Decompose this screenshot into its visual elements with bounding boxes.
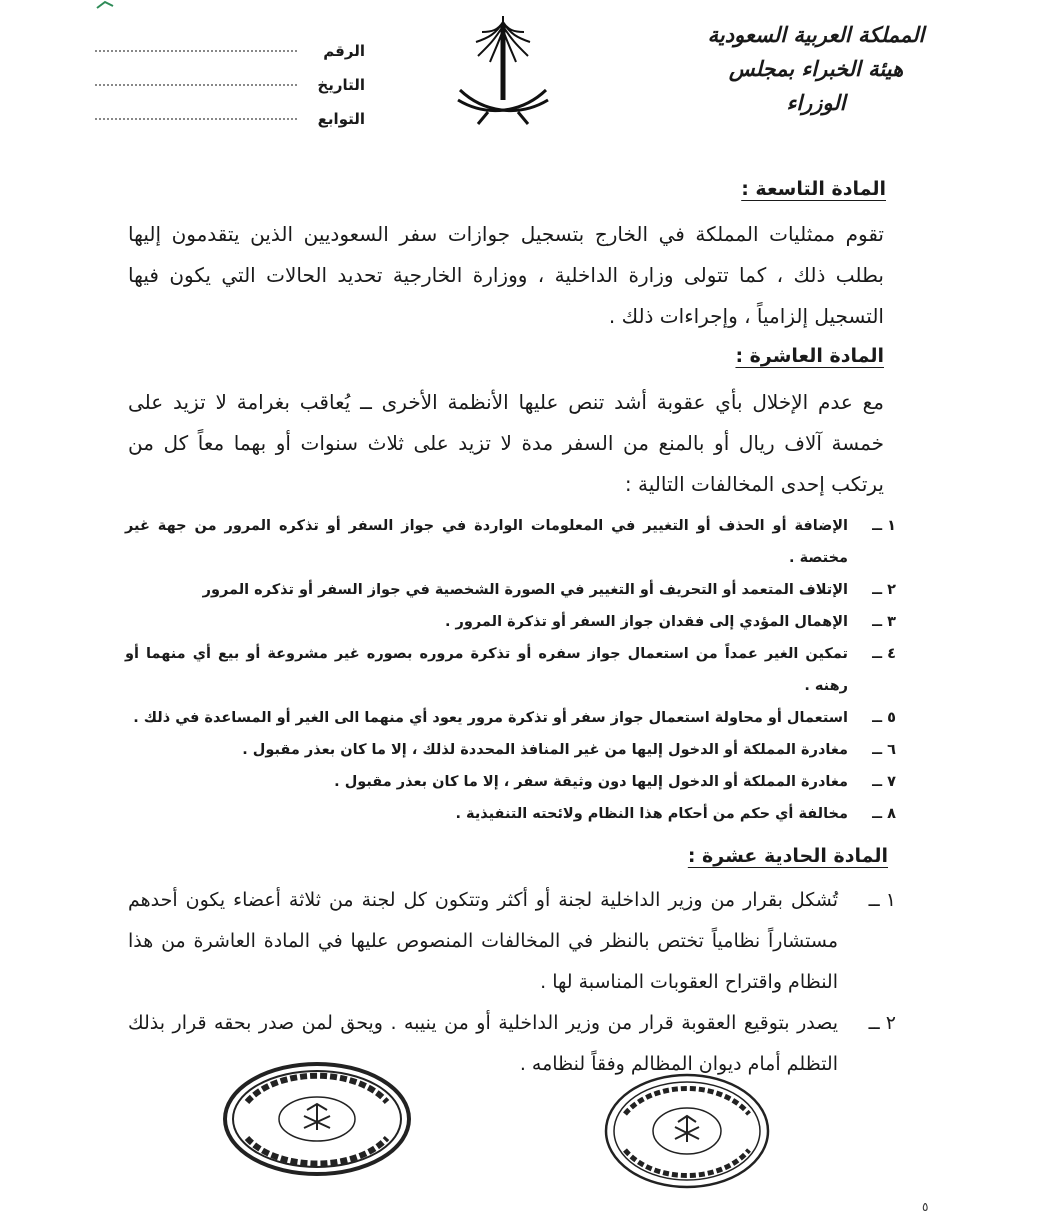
item-number: ٢ ــ xyxy=(872,582,896,598)
item-number: ٨ ــ xyxy=(872,806,896,822)
article-10-heading-wrap xyxy=(584,345,884,367)
item-text: مخالفة أي حكم من أحكام هذا النظام ولائحته التنفيذية . xyxy=(455,806,848,822)
item-number: ٣ ــ xyxy=(872,614,896,630)
item-text: استعمال أو محاولة استعمال جواز سفر أو تذكرة مرور يعود أي منهما الى الغير أو المساعدة في ذلك . xyxy=(133,710,848,726)
date-field xyxy=(95,60,365,94)
seal-experts-commission xyxy=(222,1062,412,1177)
item-text: الإهمال المؤدي إلى فقدان جواز السفر أو تذكرة المرور . xyxy=(444,614,848,630)
item-text: الإضافة أو الحذف أو التغيير في المعلومات الواردة في جواز السفر أو تذكره المرور من جهة غير مختصة . xyxy=(125,518,848,566)
list-item xyxy=(125,798,896,830)
item-number: ٦ ــ xyxy=(872,742,896,758)
item-text: تمكين الغير عمداً من استعمال جواز سفره أو تذكرة مروره بصوره غير مشروعة أو بيع أي منهما أو رهنه . xyxy=(125,646,848,694)
date-label: التاريخ xyxy=(317,76,365,94)
list-item xyxy=(125,606,896,638)
reference-fields xyxy=(95,26,365,128)
article-9-heading: المادة التاسعة : xyxy=(741,178,886,200)
article-11-heading: المادة الحادية عشرة : xyxy=(687,845,888,867)
article-11-items xyxy=(128,880,896,1085)
list-item xyxy=(128,880,896,1003)
palm-swords-emblem-icon xyxy=(448,12,558,130)
org-line-2: هيئة الخبراء بمجلس الوزراء xyxy=(728,56,904,115)
ref-number-label: الرقم xyxy=(323,42,365,60)
attachments-field xyxy=(95,94,365,128)
article-10-heading: المادة العاشرة : xyxy=(735,345,884,367)
seal-cabinet-secretariat xyxy=(603,1072,771,1190)
list-item xyxy=(125,510,896,574)
item-number: ١ ــ xyxy=(868,889,896,911)
ref-number-line xyxy=(95,49,297,52)
article-9-text: تقوم ممثليات المملكة في الخارج بتسجيل جوازات سفر السعوديين الذين يتقدمون إليها بطلب ذلك ، كما تتولى وزارة الداخلية ، ووزارة الخارجية تحديد الحالات التي يكون فيها التسجيل إلزامياً ، وإجراءات ذلك . xyxy=(128,222,884,328)
item-text: تُشكل بقرار من وزير الداخلية لجنة أو أكثر وتتكون كل لجنة من ثلاثة أعضاء يكون أحدهم مستشاراً نظامياً تختص بالنظر في المخالفات المنصوص عليها في المادة العاشرة من هذا النظام واقتراح العقوبات المناسبة لها . xyxy=(128,889,838,993)
item-text: مغادرة المملكة أو الدخول إليها من غير المنافذ المحددة لذلك ، إلا ما كان بعذر مقبول . xyxy=(242,742,848,758)
item-text: مغادرة المملكة أو الدخول إليها دون وثيقة سفر ، إلا ما كان بعذر مقبول . xyxy=(334,774,848,790)
item-text: يصدر بتوقيع العقوبة قرار من وزير الداخلية أو من ينيبه . ويحق لمن صدر بحقه قرار بذلك التظلم أمام ديوان المظالم وفقاً لنظامه . xyxy=(128,1012,838,1075)
ref-number-field xyxy=(95,26,365,60)
item-number: ٧ ــ xyxy=(872,774,896,790)
org-line-1: المملكة العربية السعودية xyxy=(707,22,925,47)
letterhead-org-name xyxy=(701,18,931,120)
list-item xyxy=(125,766,896,798)
list-item xyxy=(125,574,896,606)
attachments-line xyxy=(95,117,297,120)
corner-check-mark xyxy=(95,0,115,10)
item-number: ٤ ــ xyxy=(872,646,896,662)
page-number: ٥ xyxy=(922,1200,929,1214)
date-line xyxy=(95,83,297,86)
article-10-items xyxy=(125,510,896,830)
item-number: ٢ ــ xyxy=(868,1012,896,1034)
item-number: ١ ــ xyxy=(872,518,896,534)
item-number: ٥ ــ xyxy=(872,710,896,726)
article-9-heading-wrap xyxy=(586,178,886,200)
attachments-label: التوابع xyxy=(317,110,365,128)
list-item xyxy=(125,734,896,766)
list-item xyxy=(125,702,896,734)
item-text: الإتلاف المتعمد أو التحريف أو التغيير في الصورة الشخصية في جواز السفر أو تذكره المرور xyxy=(202,582,848,598)
list-item xyxy=(125,638,896,702)
article-10-text: مع عدم الإخلال بأي عقوبة أشد تنص عليها الأنظمة الأخرى ــ يُعاقب بغرامة لا تزيد على خمسة آلاف ريال أو بالمنع من السفر مدة لا تزيد على ثلاث سنوات أو بهما معاً كل من يرتكب إحدى المخالفات التالية : xyxy=(128,390,884,496)
article-11-heading-wrap xyxy=(588,845,888,867)
